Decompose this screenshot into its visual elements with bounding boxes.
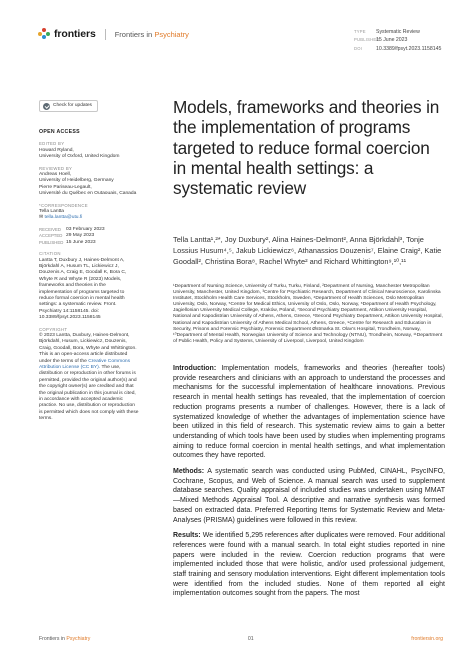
dates-block [39,227,139,246]
page-footer [39,636,443,642]
correspondence-heading: *CORRESPONDENCE [39,202,88,208]
article-title: Models, frameworks and theories in the implementation of programs targeted to reduce formal coercion in mental health settings: a systematic review [173,97,440,199]
email-link[interactable]: tella.lantta@utu.fi [44,215,83,221]
affiliations: ¹Department of Nursing Science, University of Turku, Turku, Finland, ²Department of Nursing, Manchester Metropolitan University, Manchester, United Kingdom, ³Centre for Psychiatric Research, Department of Clinical Neuroscience, Karolinska Institutet, Stockholm Health Care Services, Stockholm, Sweden, ⁴Department of Health Sciences, Oslo Metropolitan University, Oslo, Norway, ⁵Centre for Medical Ethics, University of Oslo, Oslo, Norway, ⁶Department of Health Psychology, Jagiellonian University Medical College, Kraków, Poland, ⁷Second Psychiatry Department, Attikon University Hospital, National and Kapodistrian University of Athens, Athens, Greece, ⁸Second Psychiatry Department, Attikon University Hospital, National and Kapodistrian University of Athens Medical School, Athens, Greece, ⁹Centre for Research and Education in Security, Prisons and Forensic Psychiatry, Forensic Department Østmarka St. Olav's Hospital, Trondheim, Norway, ¹⁰Department of Mental Health, Norwegian University of Science and Technology (NTNU), Trondheim, Norway, ¹¹Department of Public Health, Policy and Systems, University of Liverpool, Liverpool, United Kingdom [173,284,443,344]
license-link[interactable]: Creative Commons Attribution License (CC BY). [39,358,131,370]
page-number: 01 [247,636,254,642]
journal-header [38,28,189,40]
abstract-results: Results: We identified 5,295 references after duplicates were removed. Four additional references were found with a manual search. In total eight studies reported in nine papers were included in the review. Coercion reduction programs that were implemented included those that were holistic, and/or used professional judgement, staff training and sensory modulation interventions. Eight different implementation tools were identified from the included studies. None of them reported all eight implementation outcomes sought from the papers. The most [173,532,445,598]
received-date: 03 February 2023 [66,226,105,232]
abstract-introduction: Introduction: Implementation models, frameworks and theories (hereafter tools) provide researchers and clinicians with an approach to understand the processes and mechanisms for the successful implementation of healthcare innovations. Previous research in mental health settings has revealed, that the implementation of coercion reduction programs presents a number of challenges. However, there is a lack of systematized knowledge of whether the advantages of implementation science have been utilized in this field of research. This systematic review aims to gain a better understanding of which tools have been used by studies when implementing programs aiming to reduce formal coercion in mental health settings, and what implementation outcomes they have reported. [173,365,445,460]
copyright-heading: COPYRIGHT [39,326,68,332]
accepted-date: 29 May 2023 [66,233,95,239]
received-label: RECEIVED [39,226,61,232]
article-type: Systematic Review [376,29,420,35]
citation-heading: CITATION [39,251,61,257]
abstract-methods: Methods: A systematic search was conducted using PubMed, CINAHL, PsycINFO, Cochrane, Scopus, and Web of Science. A manual search was used to supplement database searches. Quality appraisal of included studies was undertaken using MMAT—Mixed Methods Appraisal Tool. A descriptive and narrative synthesis was formed based on extracted data. Preferred Reporting Items for Systematic Review and Meta-Analyses (PRISMA) guidelines were followed in this review. [173,468,445,524]
check-for-updates-label: Check for updates [53,102,92,108]
footer-journal[interactable]: Frontiers in Psychiatry [39,636,91,642]
brand-name: frontiers [54,28,96,40]
journal-title: Psychiatry [154,29,189,39]
correspondence-name: Tella Lantta [39,209,65,215]
published-date: 15 June 2023 [66,239,96,245]
correspondence-email[interactable] [39,215,139,221]
publish-date: 15 June 2023 [376,37,408,44]
doi-link[interactable]: 10.3389/fpsyt.2023.1158145 [376,45,442,52]
accepted-label: ACCEPTED [39,233,63,239]
edited-by-heading: EDITED BY [39,141,65,147]
meta-type: TYPE Systematic Review [354,29,420,35]
reviewers: Andreas Hoell, University of Heidelberg, Germany Pierre Pariseau-Legault, Université du Québec en Outaouais, Canada [39,172,137,197]
journal-name[interactable] [115,30,189,39]
open-access-label: OPEN ACCESS [39,129,80,135]
journal-prefix: Frontiers in [114,29,153,39]
reviewed-by-heading: REVIEWED BY [39,165,73,171]
meta-published: PUBLISHED15 June 2023 [354,37,408,44]
article-sidebar [39,100,139,423]
abstract [173,364,445,605]
article-meta [354,28,441,53]
editor: Howard Ryland, University of Oxford, United Kingdom [39,147,120,160]
citation-text: Lantta T, Duxbury J, Haines-Delmont A, Björkdahl A, Husum TL, Lickiewicz J, Douzenis A, Craig E, Goodall K, Bora C, Whyte R and Whyte R (2023) Models, frameworks and theories in the implementation of programs targeted to reduce formal coercion in mental health settings: a systematic review. Front. Psychiatry 14:1158145. doi: 10.3389/fpsyt.2023.1158145 [39,257,127,321]
meta-doi: DOI 10.3389/fpsyt.2023.1158145 [354,45,442,52]
header-divider [105,29,106,40]
copyright-text: © 2023 Lantta, Duxbury, Haines-Delmont, Björkdahl, Husum, Lickiewicz, Douzenis, Craig, Goodall, Bora, Whyte and Whittington. This is an open-access article distributed under the terms of the Creative Commons Attribution License (CC BY). The use, distribution or reproduction in other forums is permitted, provided the original author(s) and the copyright owner(s) are credited and that the original publication in this journal is cited, in accordance with accepted academic practice. No use, distribution or reproduction is permitted which does not comply with these terms. [39,332,139,422]
author-list: Tella Lantta¹,²*, Joy Duxbury², Alina Haines-Delmont², Anna Björkdahl³, Tonje Lossius Husum⁴,⁵, Jakub Lickiewicz⁶, Athanassios Douzenis⁷, Elaine Craig², Katie Goodall², Christina Bora⁸, Rachel Whyte² and Richard Whittington⁹,¹⁰,¹¹ [173,235,442,266]
check-for-updates-button[interactable] [39,100,98,112]
published-label: PUBLISHED [39,239,64,245]
mail-icon: ✉ [39,215,45,221]
footer-site-link[interactable]: frontiersin.org [411,636,443,642]
frontiers-logo-icon [38,28,50,40]
check-icon [43,103,50,110]
